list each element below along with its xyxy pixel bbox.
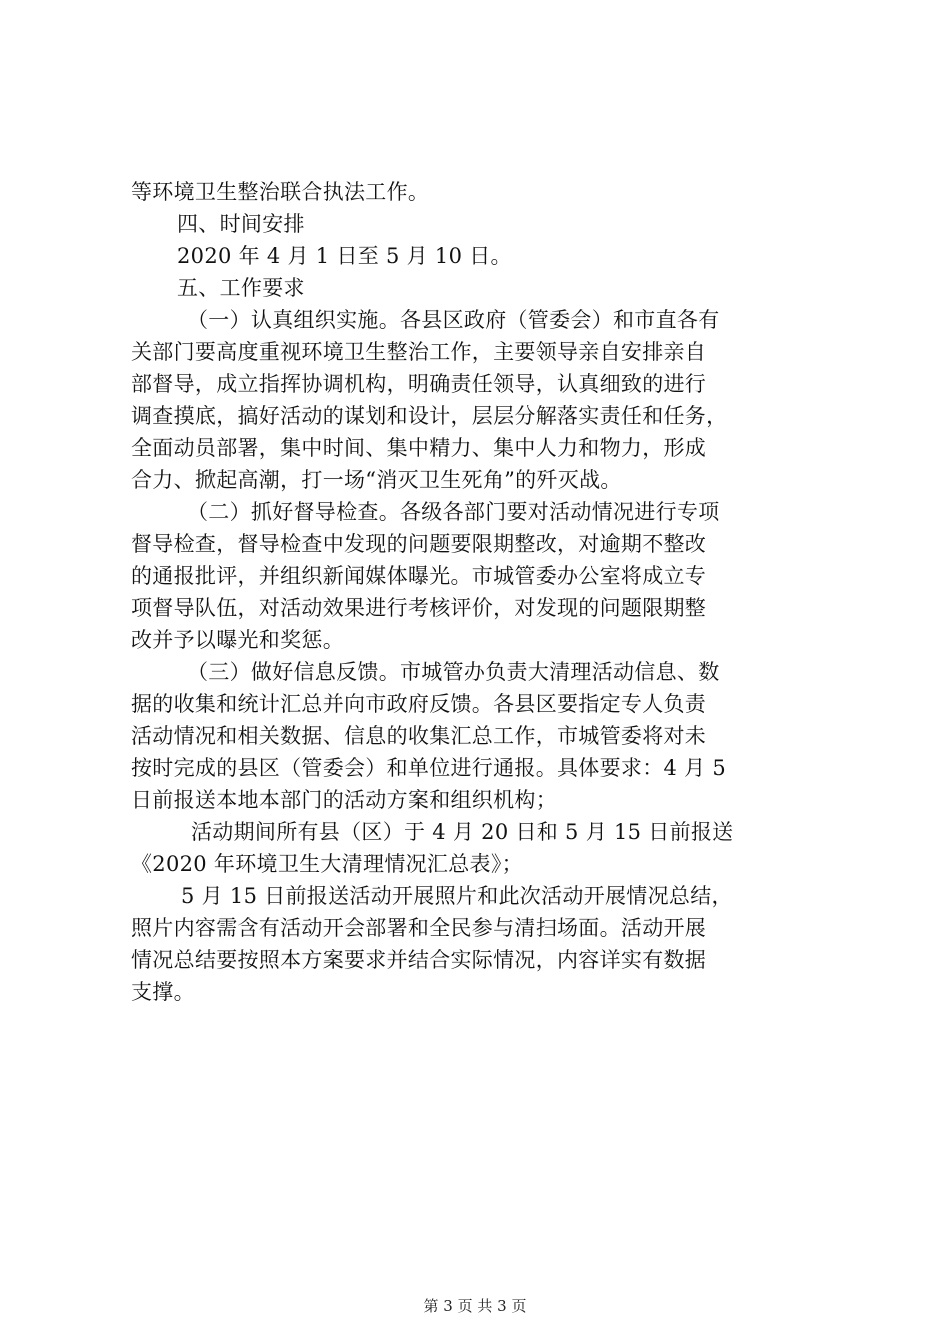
paragraph-line: 照片内容需含有活动开会部署和全民参与清扫场面。活动开展	[131, 916, 707, 940]
paragraph-line: 情况总结要按照本方案要求并结合实际情况，内容详实有数据	[131, 948, 707, 972]
paragraph-line: 全面动员部署，集中时间、集中精力、集中人力和物力，形成	[131, 436, 707, 460]
paragraph-line: 活动情况和相关数据、信息的收集汇总工作，市城管委将对未	[131, 724, 707, 748]
schedule-dates: 2020 年 4 月 1 日至 5 月 10 日。	[177, 244, 512, 268]
paragraph-line: 合力、掀起高潮，打一场“消灭卫生死角”的歼灭战。	[131, 468, 622, 492]
paragraph-line: 日前报送本地本部门的活动方案和组织机构；	[131, 788, 557, 812]
paragraph-line: 的通报批评，并组织新闻媒体曝光。市城管委办公室将成立专	[131, 564, 707, 588]
section-heading-schedule: 四、时间安排	[177, 212, 305, 236]
paragraph-line: 关部门要高度重视环境卫生整治工作，主要领导亲自安排亲自	[131, 340, 707, 364]
paragraph-line: 督导检查，督导检查中发现的问题要限期整改，对逾期不整改	[131, 532, 707, 556]
paragraph-line: （三）做好信息反馈。市城管办负责大清理活动信息、数	[187, 660, 720, 684]
paragraph-line: 按时完成的县区（管委会）和单位进行通报。具体要求：4 月 5	[131, 756, 727, 780]
paragraph-line: 5 月 15 日前报送活动开展照片和此次活动开展情况总结，	[181, 884, 733, 908]
paragraph-line: 改并予以曝光和奖惩。	[131, 628, 344, 652]
document-body	[131, 176, 831, 1008]
paragraph-line: 《2020 年环境卫生大清理情况汇总表》；	[131, 852, 523, 876]
section-heading-requirements: 五、工作要求	[177, 276, 305, 300]
paragraph-line: 等环境卫生整治联合执法工作。	[131, 180, 430, 204]
paragraph-line: 支撑。	[131, 980, 195, 1004]
paragraph-line: （二）抓好督导检查。各级各部门要对活动情况进行专项	[187, 500, 720, 524]
paragraph-line: 部督导，成立指挥协调机构，明确责任领导，认真细致的进行	[131, 372, 707, 396]
page-footer: 第 3 页 共 3 页	[423, 1297, 527, 1315]
paragraph-line: （一）认真组织实施。各县区政府（管委会）和市直各有	[187, 308, 720, 332]
paragraph-line: 据的收集和统计汇总并向市政府反馈。各县区要指定专人负责	[131, 692, 707, 716]
paragraph-line: 活动期间所有县（区）于 4 月 20 日和 5 月 15 日前报送	[191, 820, 734, 844]
paragraph-line: 项督导队伍，对活动效果进行考核评价，对发现的问题限期整	[131, 596, 707, 620]
paragraph-line: 调查摸底，搞好活动的谋划和设计，层层分解落实责任和任务，	[131, 404, 728, 428]
